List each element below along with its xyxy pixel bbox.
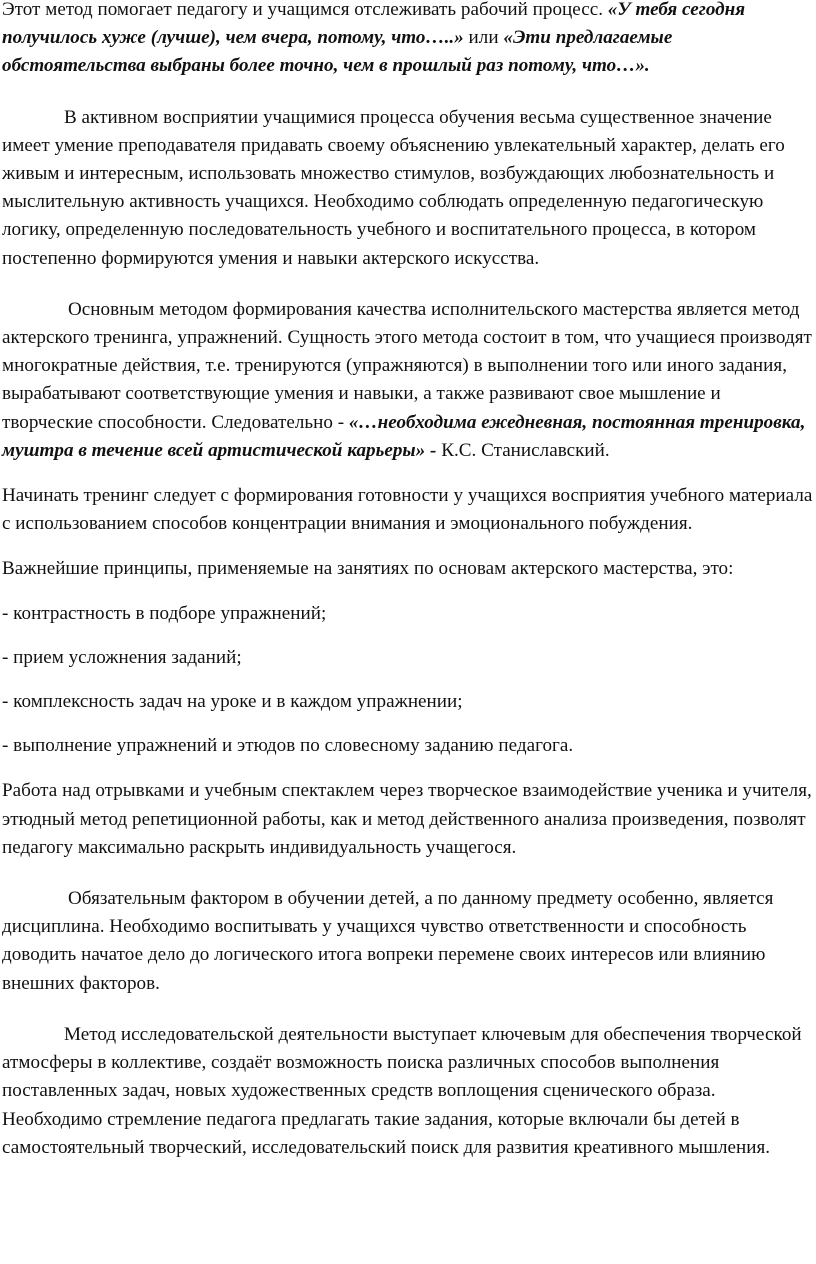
paragraph-method-tracking	[2, 0, 814, 81]
quote-circumstances: «Эти предлагаемые обстоятельства выбраны более точно, чем в прошлый раз потому, что…».	[2, 27, 673, 77]
list-item: - выполнение упражнений и этюдов по словесному заданию педагога.	[2, 735, 574, 757]
paragraph-training-start: Начинать тренинг следует с формирования готовности у учащихся восприятия учебного материала с использованием способов концентрации внимания и эмоционального побуждения.	[2, 485, 813, 535]
paragraph-text: Этот метод помогает педагогу и учащимся отслеживать рабочий процесс.	[2, 0, 608, 20]
paragraph-text: Основным методом формирования качества исполнительского мастерства является метод актерского тренинга, упражнений. Сущность этого метода состоит в том, что учащиеся производят многократные действия, т.е. тренируются (упражняются) в выполнении того или иного задания, вырабатывают соответствующие умения и навыки, а также развивают свое мышление и творческие способности. Следовательно -	[2, 298, 812, 433]
paragraph-main-method	[2, 296, 814, 465]
paragraph-discipline: Обязательным фактором в обучении детей, а по данному предмету особенно, является дисциплина. Необходимо воспитывать у учащихся чувство ответственности и способность доводить начатое дело до логического итога вопреки перемене своих интересов или влиянию внешних факторов.	[2, 888, 774, 994]
list-item: - контрастность в подборе упражнений;	[2, 602, 327, 624]
list-item: - комплексность задач на уроке и в каждом упражнении;	[2, 691, 463, 713]
paragraph-principles-intro: Важнейшие принципы, применяемые на занятиях по основам актерского мастерства, это:	[2, 558, 734, 580]
paragraph-active-perception: В активном восприятии учащимися процесса обучения весьма существенное значение имеет умение преподавателя придавать своему объяснению увлекательный характер, делать его живым и интересным, использовать множество стимулов, возбуждающих любознательность и мыслительную активность учащихся. Необходимо соблюдать определенную педагогическую логику, определенную последовательность учебного и воспитательного процесса, в котором постепенно формируются умения и навыки актерского искусства.	[2, 106, 785, 269]
quote-worse-better: «У тебя сегодня получилось хуже (лучше), чем вчера, потому, что…..»	[2, 0, 746, 49]
paragraph-rehearsal-work: Работа над отрывками и учебным спектаклем через творческое взаимодействие ученика и учителя, этюдный метод репетиционной работы, как и метод действенного анализа произведения, позволят педагогу максимально раскрыть индивидуальность учащегося.	[2, 780, 812, 858]
quote-author: К.С. Станиславский.	[436, 439, 610, 461]
connector-text: или	[463, 27, 504, 49]
paragraph-research-method: Метод исследовательской деятельности выступает ключевым для обеспечения творческой атмосферы в коллективе, создаёт возможность поиска различных способов выполнения поставленных задач, новых художественных средств воплощения сценического образа. Необходимо стремление педагога предлагать такие задания, которые включали бы детей в самостоятельный творческий, исследовательский поиск для развития креативного мышления.	[2, 1023, 802, 1158]
list-item: - прием усложнения заданий;	[2, 646, 242, 668]
quote-stanislavsky: «…необходима ежедневная, постоянная тренировка, муштра в течение всей артистической карьеры» -	[2, 411, 806, 461]
